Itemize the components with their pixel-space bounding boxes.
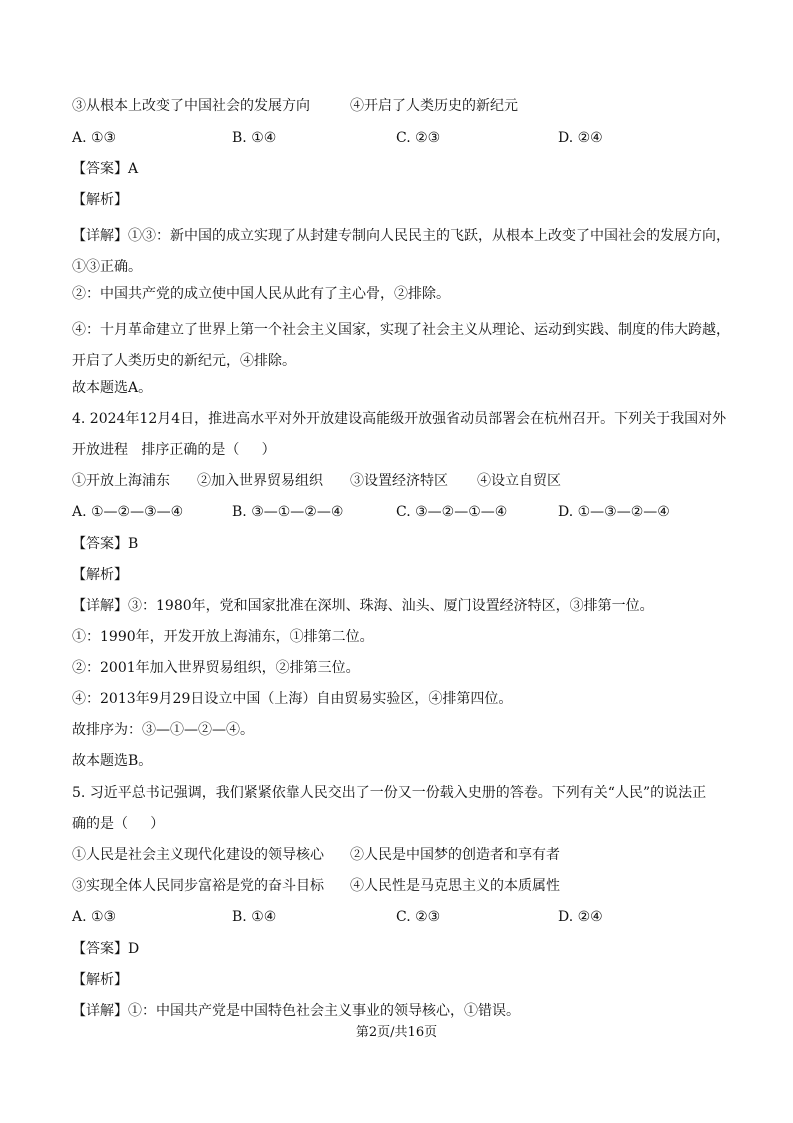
option-c: C. ③—②—①—④	[396, 504, 508, 520]
option-d: D. ①—③—②—④	[558, 504, 670, 520]
option-d: D. ②④	[558, 909, 603, 925]
answer: 【答案】D	[72, 941, 140, 957]
option-b: B. ①④	[232, 130, 277, 146]
statement-2: ②人民是中国梦的创造者和享有者	[350, 847, 560, 863]
option-c: C. ②③	[396, 130, 441, 146]
detail-paragraph: ④：十月革命建立了世界上第一个社会主义国家，实现了社会主义从理论、运动到实践、制度的伟大跨越，开启了人类历史的新纪元，④排除。	[72, 322, 730, 369]
question-5-stem-line-1: 5. 习近平总书记强调，我们紧紧依靠人民交出了一份又一份载入史册的答卷。下列有关“人民”的说法正	[72, 785, 707, 801]
option-b: B. ③—①—②—④	[232, 504, 344, 520]
analysis-heading: 【解析】	[72, 567, 128, 583]
detail-paragraph: ④：2013年9月29日设立中国（上海）自由贸易实验区，④排第四位。	[72, 691, 513, 707]
detail-paragraph: ②：2001年加入世界贸易组织，②排第三位。	[72, 660, 360, 676]
statement-3: ③设置经济特区	[350, 473, 448, 489]
detail-paragraph: 【详解】①：中国共产党是中国特色社会主义事业的领导核心，①错误。	[72, 1003, 520, 1019]
question-5-stem-line-2: 确的是（ ）	[72, 816, 165, 832]
detail-paragraph: 【详解】③：1980年，党和国家批准在深圳、珠海、汕头、厦门设置经济特区，③排第一位。	[72, 598, 654, 614]
statement-3: ③从根本上改变了中国社会的发展方向	[72, 98, 310, 114]
option-d: D. ②④	[558, 130, 603, 146]
order-summary: 故排序为：③—①—②—④。	[72, 722, 254, 738]
detail-paragraph: ②：中国共产党的成立使中国人民从此有了主心骨，②排除。	[72, 286, 450, 302]
detail-paragraph: 【详解】①③：新中国的成立实现了从封建专制向人民民主的飞跃，从根本上改变了中国社会的发展方向，①③正确。	[72, 228, 730, 275]
statement-1: ①人民是社会主义现代化建设的领导核心	[72, 847, 324, 863]
answer: 【答案】A	[72, 161, 139, 177]
detail-paragraph: ①：1990年，开发开放上海浦东，①排第二位。	[72, 629, 374, 645]
option-a: A. ①—②—③—④	[72, 504, 184, 520]
statement-3: ③实现全体人民同步富裕是党的奋斗目标	[72, 878, 324, 894]
option-a: A. ①③	[72, 130, 117, 146]
option-c: C. ②③	[396, 909, 441, 925]
question-4-stem-line-1: 4. 2024年12月4日，推进高水平对外开放建设高能级开放强省动员部署会在杭州召开。下列关于我国对外	[72, 411, 727, 427]
statement-4: ④开启了人类历史的新纪元	[350, 98, 518, 114]
option-b: B. ①④	[232, 909, 277, 925]
conclusion: 故本题选A。	[72, 380, 153, 396]
option-a: A. ①③	[72, 909, 117, 925]
answer: 【答案】B	[72, 536, 139, 552]
question-4-stem-line-2: 开放进程 排序正确的是（ ）	[72, 442, 276, 458]
statement-1: ①开放上海浦东	[72, 473, 170, 489]
conclusion: 故本题选B。	[72, 753, 153, 769]
statement-4: ④人民性是马克思主义的本质属性	[350, 878, 560, 894]
analysis-heading: 【解析】	[72, 192, 128, 208]
page-number: 第2页/共16页	[355, 1025, 438, 1040]
statement-4: ④设立自贸区	[477, 473, 561, 489]
statement-2: ②加入世界贸易组织	[197, 473, 323, 489]
analysis-heading: 【解析】	[72, 972, 128, 988]
